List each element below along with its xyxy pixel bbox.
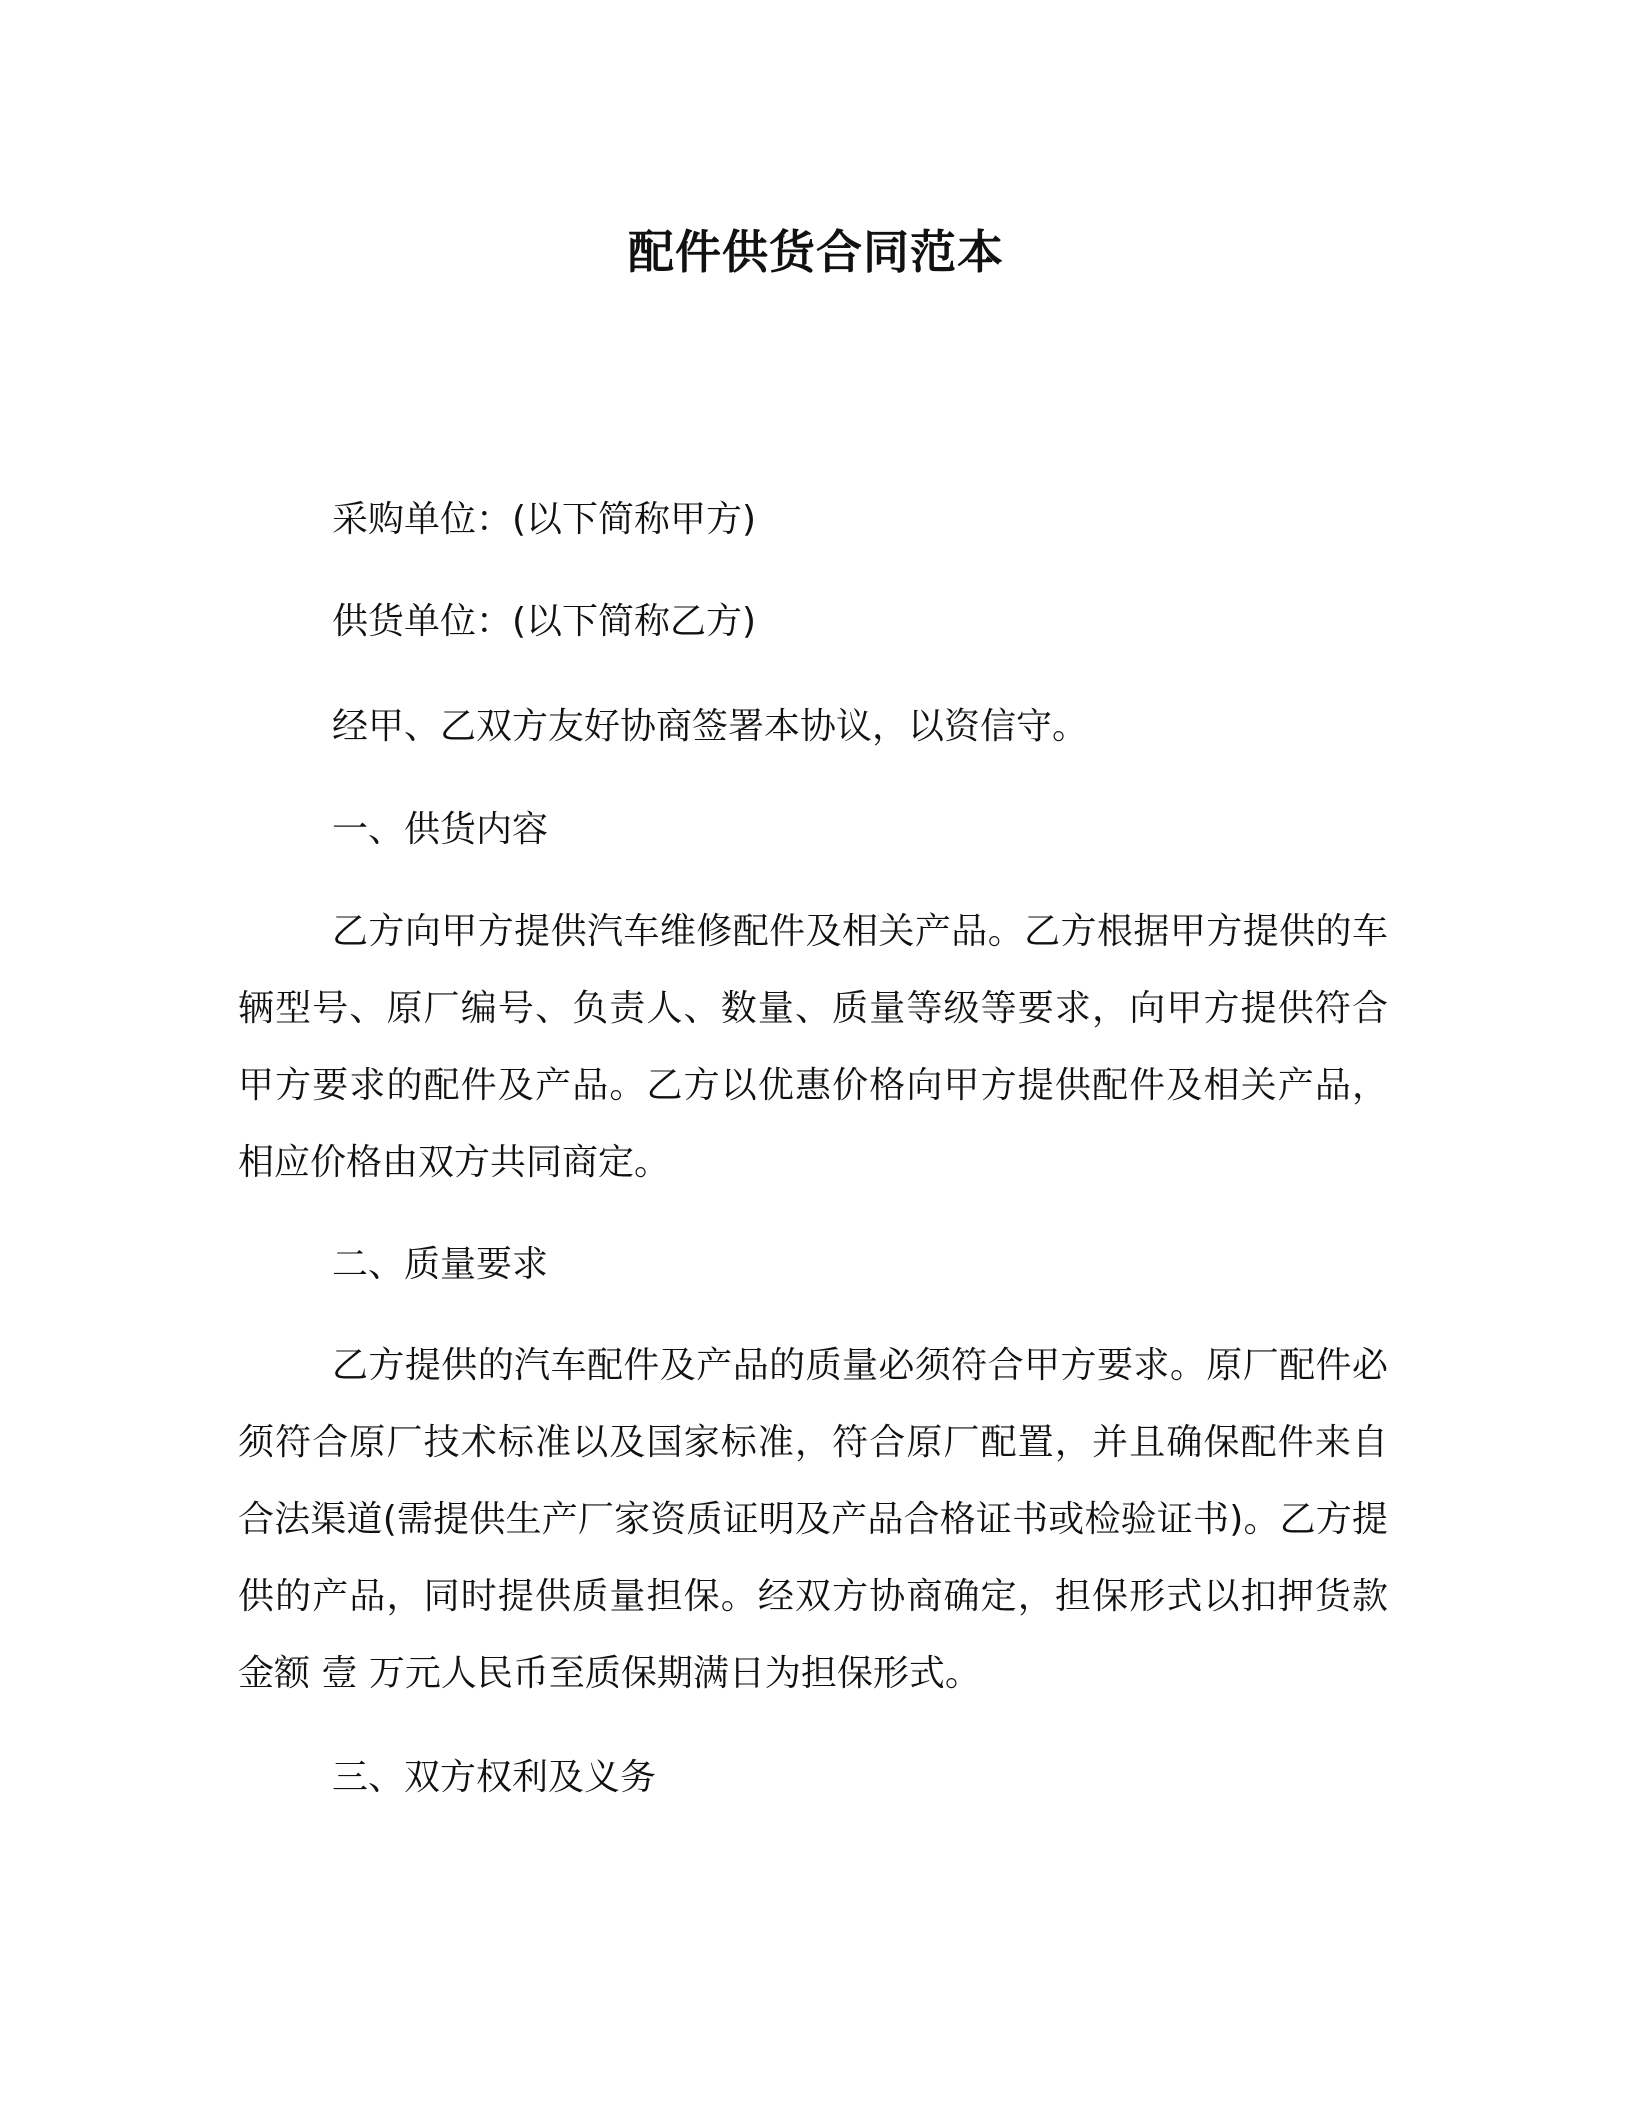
section-body-supply: 乙方向甲方提供汽车维修配件及相关产品。乙方根据甲方提供的车辆型号、原厂编号、负责人、数量、质量等级等要求，向甲方提供符合甲方要求的配件及产品。乙方以优惠价格向甲方提供配件及相关产品，相应价格由双方共同商定。 [238,911,1388,1183]
section-heading-rights: 三、双方权利及义务 [332,1757,657,1798]
section-heading-supply: 一、供货内容 [332,809,549,850]
supplier-line: 供货单位：(以下简称乙方) [332,601,757,642]
section-heading-quality: 二、质量要求 [332,1244,549,1285]
intro-line: 经甲、乙双方友好协商签署本协议，以资信守。 [332,706,1089,747]
document-title: 配件供货合同范本 [628,225,1004,279]
purchaser-line: 采购单位：(以下简称甲方) [332,499,757,540]
section-body-quality: 乙方提供的汽车配件及产品的质量必须符合甲方要求。原厂配件必须符合原厂技术标准以及国家标准，符合原厂配置，并且确保配件来自合法渠道(需提供生产厂家资质证明及产品合格证书或检验证书)。乙方提供的产品，同时提供质量担保。经双方协商确定，担保形式以扣押货款金额 壹 万元人民币至质保期满日为担保形式。 [238,1345,1388,1694]
